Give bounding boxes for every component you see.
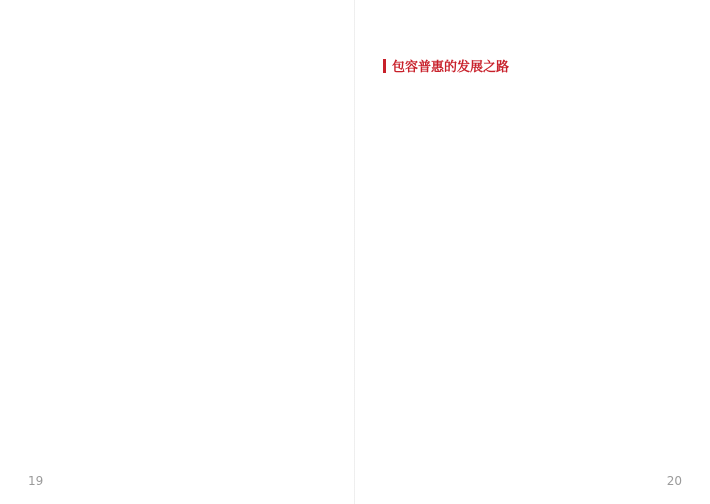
section-heading-text: 包容普惠的发展之路 (392, 60, 510, 75)
heading-accent-bar (383, 59, 386, 73)
page-number-right: 20 (666, 474, 682, 488)
right-page (355, 0, 710, 504)
section-heading (383, 56, 509, 75)
page-number-left: 19 (28, 474, 44, 488)
